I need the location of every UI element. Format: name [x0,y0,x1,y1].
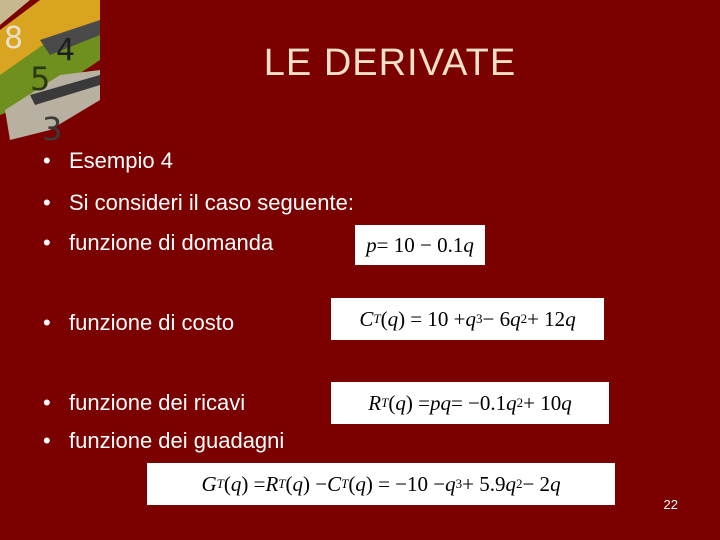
logo-digit: 8 [4,21,24,56]
demand-formula: p = 10 − 0.1 q [355,225,485,265]
bullet-dot: • [43,310,51,335]
bullet-text: funzione di costo [69,310,235,335]
bullet-dot: • [43,390,51,415]
bullet-text: funzione dei ricavi [69,390,246,415]
slide-title: LE DERIVATE [263,42,517,84]
revenue-formula: R T ( q ) = p q = −0.1 q 2 + 10 q [331,382,609,424]
logo-digit: 5 [30,60,51,98]
bullet-dot: • [43,230,51,255]
bullet-text: Esempio 4 [69,148,173,173]
logo-digit: 3 [42,110,63,145]
bullet-text: funzione di domanda [69,230,274,255]
bullet-text: funzione dei guadagni [69,428,285,453]
bullet-item [43,230,273,256]
bullet-item [43,310,234,336]
bullet-text: Si consideri il caso seguente: [69,190,354,215]
bullet-dot: • [43,190,51,215]
cost-formula: C T ( q ) = 10 + q 3 − 6 q 2 + 12 q [331,298,604,340]
bullet-item [43,190,354,216]
bullet-item [43,148,173,174]
bullet-dot: • [43,148,51,173]
bullet-item [43,428,284,454]
bullet-dot: • [43,428,51,453]
page-number: 22 [663,497,678,512]
logo-digit: 4 [56,33,76,68]
bullet-item [43,390,245,416]
numbers-logo-image [0,0,100,145]
profit-formula: G T ( q ) = R T ( q ) − C T ( q ) = −10 − q 3 + 5.9 q 2 − 2 q [147,463,615,505]
